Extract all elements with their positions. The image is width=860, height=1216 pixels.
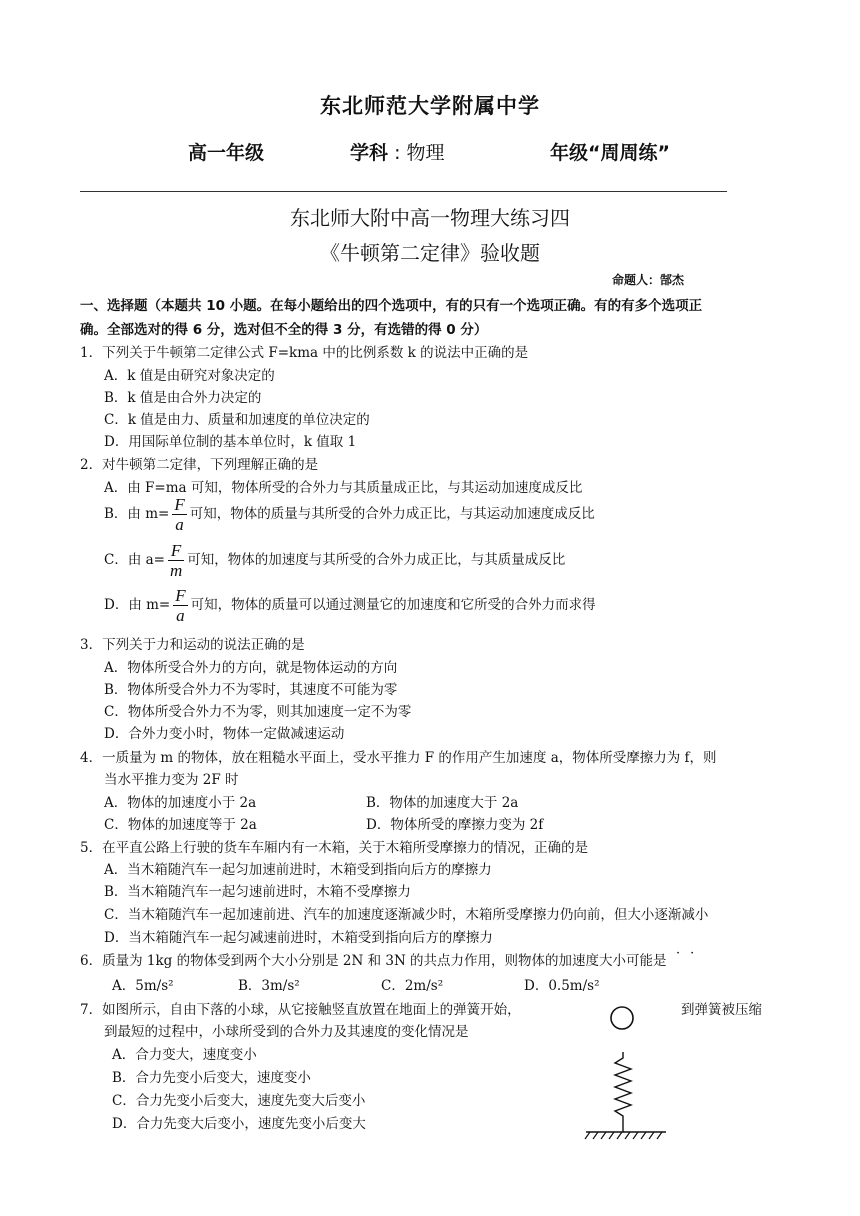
header-divider <box>80 191 727 192</box>
fraction-f-over-a: $\frac{F}{a}$ <box>174 495 185 534</box>
question-1-option-c: C．k 值是由力、质量和加速度的单位决定的 <box>104 412 370 428</box>
question-2-option-c: C．由 a= $\frac{F}{m}$ 可知，物体的加速度与其所受的合外力成正比，与其质量成反比 <box>104 541 566 580</box>
page-subtitle: 《牛顿第二定律》验收题 <box>320 241 540 265</box>
question-1-option-a: A．k 值是由研究对象决定的 <box>104 368 275 384</box>
school-name: 东北师范大学附属中学 <box>320 94 540 118</box>
emphasis-dots: ·· <box>676 946 705 961</box>
question-2-option-a: A．由 F=ma 可知，物体所受的合外力与其质量成正比，与其运动加速度成反比 <box>104 480 583 496</box>
exercise-label: 年级“周周练” <box>550 142 670 164</box>
ground-hatching <box>585 1132 662 1139</box>
grade-label: 高一年级 <box>188 142 265 164</box>
question-1-option-b: B．k 值是由合外力决定的 <box>104 390 262 406</box>
question-4-option-c: C．物体的加速度等于 2a <box>104 817 257 833</box>
question-4-option-b: B．物体的加速度大于 2a <box>366 795 519 811</box>
spring-icon <box>615 1052 631 1132</box>
section-instructions-2: 确。全部选对的得 6 分，选对但不全的得 3 分，有选错的得 0 分） <box>80 322 488 338</box>
question-6-stem: 6．质量为 1kg 的物体受到两个大小分别是 2N 和 3N 的共点力作用，则物体的加速度大小可能是 <box>80 953 667 969</box>
question-1-stem: 1．下列关于牛顿第二定律公式 F=kma 中的比例系数 k 的说法中正确的是 <box>80 345 529 361</box>
question-4-stem-cont: 当水平推力变为 2F 时 <box>104 772 239 788</box>
question-5-option-b: B．当木箱随汽车一起匀速前进时，木箱不受摩擦力 <box>104 884 411 900</box>
question-5-option-a: A．当木箱随汽车一起匀加速前进时，木箱受到指向后方的摩擦力 <box>104 862 492 878</box>
question-7-option-b: B．合力先变小后变大，速度变小 <box>112 1070 311 1086</box>
question-6-option-c: C．2m/s² <box>381 978 444 994</box>
question-2-stem: 2．对牛顿第二定律，下列理解正确的是 <box>80 457 319 473</box>
ball-icon <box>611 1007 633 1029</box>
question-7-option-a: A．合力变大，速度变小 <box>112 1047 257 1063</box>
question-7-stem: 7．如图所示，自由下落的小球，从它接触竖直放置在地面上的弹簧开始， <box>80 1002 521 1018</box>
question-7-stem-cont: 到最短的过程中，小球所受到的合外力及其速度的变化情况是 <box>104 1024 469 1040</box>
subject-label: 学科 : 物理 <box>350 142 445 164</box>
section-instructions-1: 一、选择题（本题共 10 小题。在每小题给出的四个选项中，有的只有一个选项正确。有的有多个选项正 <box>80 298 703 314</box>
question-7-option-d: D．合力先变大后变小，速度先变小后变大 <box>112 1116 366 1132</box>
question-6-option-a: A．5m/s² <box>112 978 174 994</box>
question-6-option-b: B．3m/s² <box>238 978 300 994</box>
question-3-option-d: D．合外力变小时，物体一定做减速运动 <box>104 726 345 742</box>
spring-ball-figure <box>580 1000 680 1145</box>
question-4-option-d: D．物体所受的摩擦力变为 2f <box>366 817 544 833</box>
question-4-option-a: A．物体的加速度小于 2a <box>104 795 257 811</box>
question-2-option-b: B．由 m= $\frac{F}{a}$ 可知，物体的质量与其所受的合外力成正比，与其运动加速度成反比 <box>104 495 595 534</box>
question-5-option-c: C．当木箱随汽车一起加速前进、汽车的加速度逐渐减少时，木箱所受摩擦力仍向前，但大小逐渐减小 <box>104 907 709 923</box>
question-7-stem-end: 到弹簧被压缩 <box>681 1002 762 1018</box>
question-3-option-a: A．物体所受合外力的方向，就是物体运动的方向 <box>104 660 398 676</box>
question-5-stem: 5．在平直公路上行驶的货车车厢内有一木箱，关于木箱所受摩擦力的情况，正确的是 <box>80 840 589 856</box>
question-4-stem: 4．一质量为 m 的物体，放在粗糙水平面上，受水平推力 F 的作用产生加速度 a，物体所受摩擦力为 f，则 <box>80 750 717 766</box>
question-3-stem: 3．下列关于力和运动的说法正确的是 <box>80 637 305 653</box>
question-3-option-c: C．物体所受合外力不为零，则其加速度一定不为零 <box>104 704 412 720</box>
question-3-option-b: B．物体所受合外力不为零时，其速度不可能为零 <box>104 682 398 698</box>
question-6-option-d: D．0.5m/s² <box>524 978 600 994</box>
fraction-f-over-a: $\frac{F}{a}$ <box>175 586 186 625</box>
question-1-option-d: D．用国际单位制的基本单位时，k 值取 1 <box>104 434 357 450</box>
page-title: 东北师大附中高一物理大练习四 <box>290 206 570 230</box>
author: 命题人：郜杰 <box>612 273 685 287</box>
question-7-option-c: C．合力先变小后变大，速度先变大后变小 <box>112 1093 366 1109</box>
question-5-option-d: D．当木箱随汽车一起匀减速前进时，木箱受到指向后方的摩擦力 <box>104 930 493 946</box>
fraction-f-over-m: $\frac{F}{m}$ <box>169 541 183 580</box>
question-2-option-d: D．由 m= $\frac{F}{a}$ 可知，物体的质量可以通过测量它的加速度和它所受的合外力而求得 <box>104 586 596 625</box>
